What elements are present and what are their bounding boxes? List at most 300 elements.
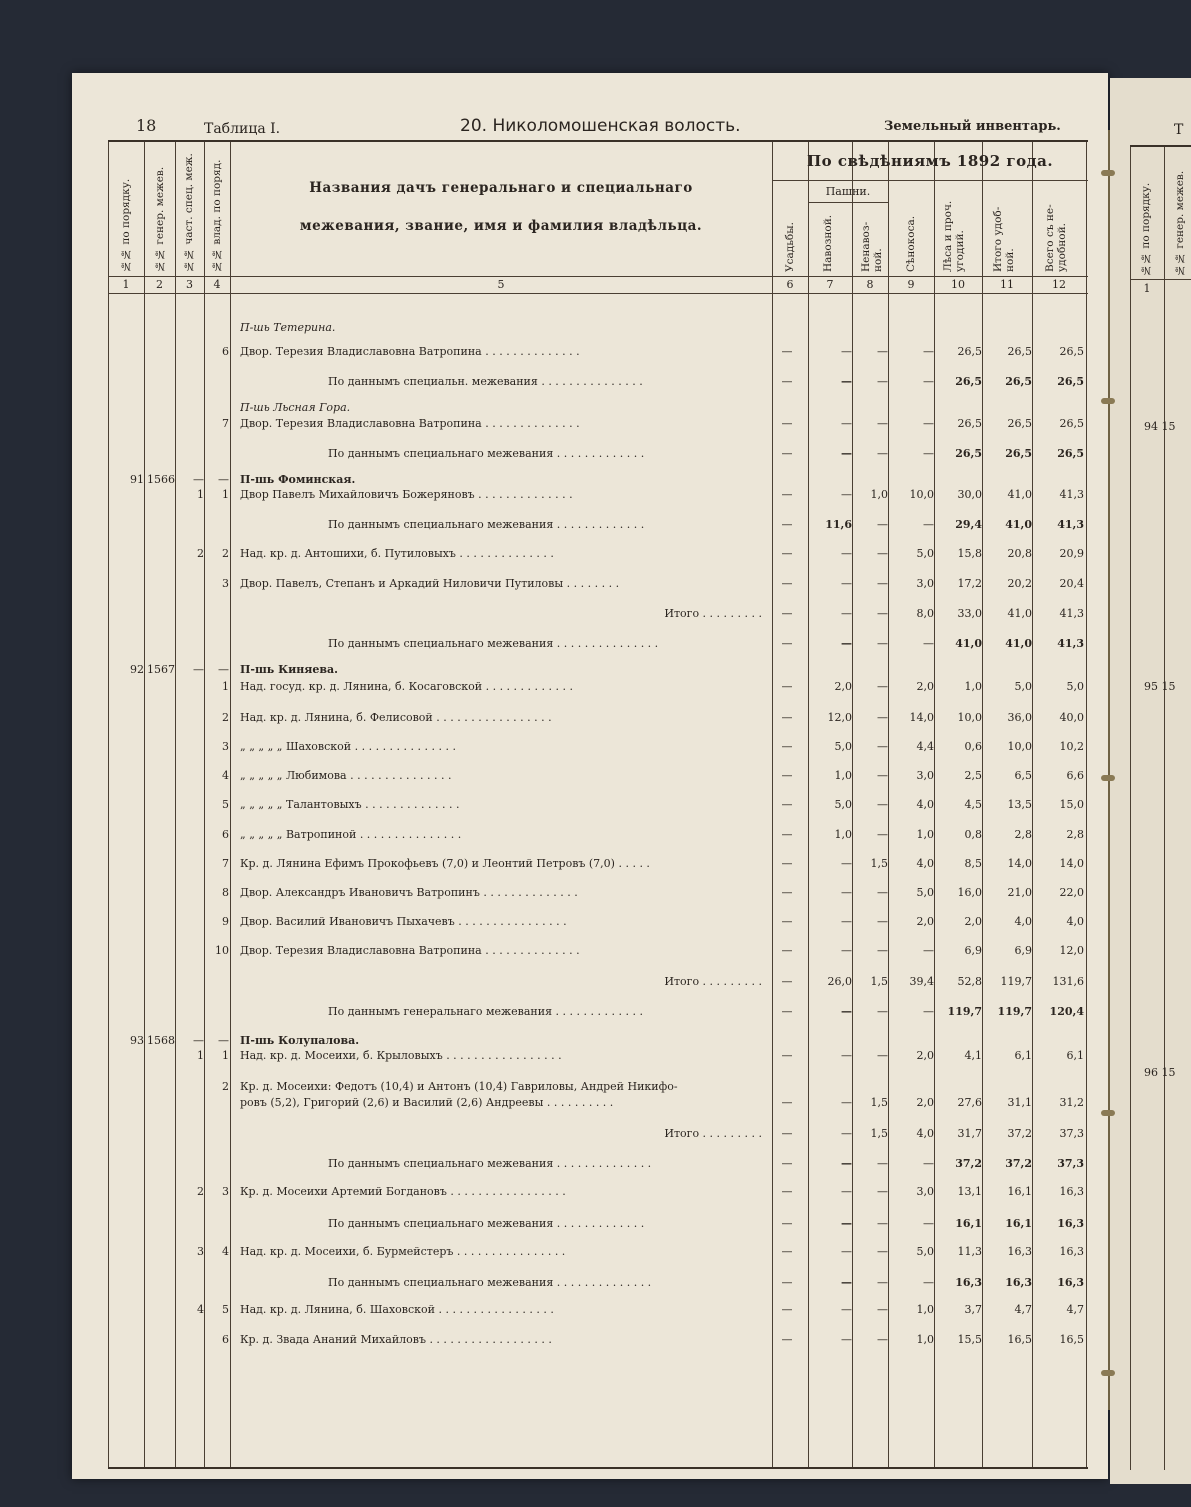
- cell-v6: —: [781, 417, 793, 430]
- table-row: [108, 344, 1088, 360]
- cell-v10: 37,2: [955, 1157, 982, 1170]
- table-row: [108, 320, 1088, 336]
- cell-v9: —: [923, 345, 934, 358]
- volost-title: 20. Николомошенская волость.: [460, 116, 741, 136]
- header-rule: [1130, 145, 1191, 147]
- cell-v11: 21,0: [1007, 886, 1032, 899]
- cell-c3: 2: [197, 1185, 204, 1198]
- col-header-title-line1: Названия дачъ генеральнаго и специальнаго: [309, 180, 693, 196]
- cell-v10: 15,8: [957, 547, 982, 560]
- cell-v8: —: [877, 886, 888, 899]
- page-number: 18: [136, 116, 157, 135]
- cell-v9: 1,0: [916, 1303, 934, 1316]
- cell-v10: 15,5: [957, 1333, 982, 1346]
- next-col-header-general: №№ генер. межев.: [1174, 170, 1186, 276]
- cell-v8: —: [877, 447, 888, 460]
- cell-v12: 10,2: [1059, 740, 1084, 753]
- cell-v11: 16,1: [1005, 1217, 1032, 1230]
- cell-description: Двор. Терезия Владиславовна Ватропина . . . . . . . . . . . . . .: [240, 345, 580, 358]
- cell-v10: 33,0: [957, 607, 982, 620]
- cell-v8: —: [877, 798, 888, 811]
- cell-v10: 3,7: [964, 1303, 982, 1316]
- next-page-header: Т: [1174, 122, 1184, 138]
- cell-v7: —: [841, 1096, 852, 1109]
- cell-v8: 1,5: [870, 857, 888, 870]
- cell-c4: 6: [222, 345, 229, 358]
- cell-c1: 92: [130, 663, 144, 676]
- cell-v9: —: [923, 375, 934, 388]
- cell-v7: —: [841, 886, 852, 899]
- cell-v7: —: [841, 1005, 852, 1018]
- cell-v8: —: [877, 345, 888, 358]
- cell-v12: 4,7: [1066, 1303, 1084, 1316]
- cell-c4: —: [218, 1034, 229, 1047]
- table-row: [108, 768, 1088, 784]
- table-row: [108, 1184, 1088, 1200]
- cell-description: Двор. Павелъ, Степанъ и Аркадий Ниловичи Путиловы . . . . . . . .: [240, 577, 620, 590]
- cell-v9: —: [923, 1005, 934, 1018]
- cell-v7: 1,0: [834, 769, 852, 782]
- binding-knot: [1101, 775, 1115, 781]
- cell-v7: —: [841, 375, 852, 388]
- cell-v11: 2,8: [1014, 828, 1032, 841]
- cell-description: „ „ „ „ „ Шаховской . . . . . . . . . . . . . . .: [240, 740, 456, 753]
- cell-v8: 1,5: [870, 1127, 888, 1140]
- cell-description: Двор. Терезия Владиславовна Ватропина . . . . . . . . . . . . . .: [240, 417, 580, 430]
- table-row: [108, 472, 1088, 488]
- cell-description: П-шь Киняева.: [240, 663, 339, 676]
- next-row-number: 95 15: [1144, 680, 1176, 693]
- cell-description: П-шь Колупалова.: [240, 1034, 360, 1047]
- cell-v6: —: [781, 518, 793, 531]
- cell-c4: 1: [222, 680, 229, 693]
- cell-v9: 2,0: [916, 1049, 934, 1062]
- cell-description: По даннымъ специальнаго межевания . . . . . . . . . . . . . .: [328, 1276, 652, 1289]
- ledger-page: [72, 73, 1108, 1479]
- cell-c4: 8: [222, 886, 229, 899]
- cell-v9: 5,0: [916, 886, 934, 899]
- table-row: [108, 487, 1088, 503]
- cell-v9: —: [923, 637, 934, 650]
- cell-v8: —: [877, 375, 888, 388]
- cell-v12: 16,3: [1057, 1217, 1084, 1230]
- table-row: [108, 374, 1088, 390]
- binding-thread: [1101, 130, 1117, 1410]
- cell-v8: 1,5: [870, 1096, 888, 1109]
- cell-v12: 26,5: [1059, 345, 1084, 358]
- cell-v9: —: [923, 1157, 934, 1170]
- table-row: [108, 856, 1088, 872]
- cell-v6: —: [781, 886, 793, 899]
- col-header-vsego: Всего съ не-удобной.: [1044, 204, 1068, 272]
- cell-v12: 31,2: [1059, 1096, 1084, 1109]
- cell-v12: 20,9: [1059, 547, 1084, 560]
- cell-v12: 2,8: [1066, 828, 1084, 841]
- cell-v11: 41,0: [1007, 488, 1032, 501]
- cell-v12: 14,0: [1059, 857, 1084, 870]
- cell-v12: 37,3: [1059, 1127, 1084, 1140]
- cell-c4: 1: [222, 1049, 229, 1062]
- cell-v11: 6,9: [1014, 944, 1032, 957]
- cell-v7: —: [841, 944, 852, 957]
- cell-v6: —: [781, 637, 793, 650]
- cell-description: Над. кр. д. Мосеихи, б. Бурмейстеръ . . . . . . . . . . . . . . . .: [240, 1245, 566, 1258]
- cell-v8: —: [877, 1185, 888, 1198]
- cell-v7: —: [841, 1333, 852, 1346]
- cell-c4: 4: [222, 769, 229, 782]
- cell-v6: —: [781, 1333, 793, 1346]
- cell-v8: —: [877, 1245, 888, 1258]
- header-rule: [108, 293, 1088, 294]
- cell-v6: —: [781, 1185, 793, 1198]
- cell-v11: 6,1: [1014, 1049, 1032, 1062]
- cell-v9: —: [923, 447, 934, 460]
- cell-v12: 6,6: [1066, 769, 1084, 782]
- table-row: [108, 1004, 1088, 1020]
- cell-v8: —: [877, 1157, 888, 1170]
- cell-v6: —: [781, 1157, 793, 1170]
- table-row: [108, 1048, 1088, 1064]
- binding-knot: [1101, 170, 1115, 176]
- cell-c3: 1: [197, 488, 204, 501]
- cell-description: Итого . . . . . . . . .: [664, 1127, 762, 1140]
- cell-v9: 2,0: [916, 1096, 934, 1109]
- cell-c2: 1566: [147, 473, 175, 486]
- cell-v10: 0,6: [964, 740, 982, 753]
- table-row: [108, 1244, 1088, 1260]
- cell-v12: 37,3: [1057, 1157, 1084, 1170]
- header-rule: [808, 202, 888, 203]
- adjacent-page-edge: [1110, 78, 1191, 1484]
- col-number: 11: [1000, 278, 1014, 291]
- cell-v6: —: [781, 1303, 793, 1316]
- cell-v12: 12,0: [1059, 944, 1084, 957]
- cell-v11: 20,8: [1007, 547, 1032, 560]
- cell-v10: 16,1: [955, 1217, 982, 1230]
- cell-v11: 36,0: [1007, 711, 1032, 724]
- cell-v11: 26,5: [1007, 417, 1032, 430]
- cell-v7: —: [841, 857, 852, 870]
- col-number: 6: [786, 278, 794, 291]
- cell-description: ровъ (5,2), Григорий (2,6) и Василий (2,6) Андреевы . . . . . . . . . .: [240, 1096, 614, 1109]
- table-row: [108, 1079, 1088, 1095]
- cell-v9: —: [923, 1276, 934, 1289]
- cell-v10: 41,0: [955, 637, 982, 650]
- cell-v9: —: [923, 1217, 934, 1230]
- cell-v12: 16,3: [1059, 1185, 1084, 1198]
- cell-description: Двор. Василий Ивановичъ Пыхачевъ . . . . . . . . . . . . . . . .: [240, 915, 567, 928]
- col-header-owner: №№ влад. по поряд.: [211, 159, 223, 272]
- col-header-title-line2: межевания, звание, имя и фамилия владѣльца.: [299, 218, 703, 234]
- cell-v12: 5,0: [1066, 680, 1084, 693]
- cell-v9: 8,0: [916, 607, 934, 620]
- cell-v8: —: [877, 1217, 888, 1230]
- cell-v7: —: [841, 547, 852, 560]
- cell-v7: 12,0: [827, 711, 852, 724]
- cell-v6: —: [781, 345, 793, 358]
- cell-v11: 31,1: [1007, 1096, 1032, 1109]
- table-label: Таблица I.: [204, 121, 281, 137]
- cell-v8: 1,0: [870, 488, 888, 501]
- cell-v8: —: [877, 417, 888, 430]
- cell-v12: 120,4: [1049, 1005, 1084, 1018]
- cell-v7: 11,6: [825, 518, 852, 531]
- col-number: 8: [866, 278, 874, 291]
- cell-c4: 5: [222, 1303, 229, 1316]
- cell-v8: —: [877, 637, 888, 650]
- cell-v10: 119,7: [947, 1005, 982, 1018]
- binding-knot: [1101, 398, 1115, 404]
- cell-v6: —: [781, 857, 793, 870]
- cell-v7: —: [841, 1127, 852, 1140]
- cell-v6: —: [781, 975, 793, 988]
- cell-description: Итого . . . . . . . . .: [664, 607, 762, 620]
- cell-description: „ „ „ „ „ Любимова . . . . . . . . . . . . . . .: [240, 769, 452, 782]
- col-number: 7: [826, 278, 834, 291]
- table-row: [108, 400, 1088, 416]
- cell-v11: 26,5: [1007, 345, 1032, 358]
- cell-v8: —: [877, 518, 888, 531]
- cell-v6: —: [781, 1127, 793, 1140]
- col-number: 10: [951, 278, 965, 291]
- cell-v10: 16,0: [957, 886, 982, 899]
- cell-description: По даннымъ специальнаго межевания . . . . . . . . . . . . .: [328, 518, 645, 531]
- table-row: [108, 885, 1088, 901]
- cell-v7: —: [841, 637, 852, 650]
- cell-v7: —: [841, 488, 852, 501]
- cell-v11: 119,7: [1000, 975, 1032, 988]
- cell-description: Двор. Терезия Владиславовна Ватропина . . . . . . . . . . . . . .: [240, 944, 580, 957]
- table-row: [108, 446, 1088, 462]
- cell-v12: 16,3: [1059, 1245, 1084, 1258]
- cell-v9: 2,0: [916, 680, 934, 693]
- cell-c3: —: [193, 1034, 204, 1047]
- binding-wire: [1108, 130, 1110, 1410]
- cell-v12: 26,5: [1057, 375, 1084, 388]
- cell-description: „ „ „ „ „ Талантовыхъ . . . . . . . . . . . . . .: [240, 798, 460, 811]
- cell-v12: 22,0: [1059, 886, 1084, 899]
- binding-knot: [1101, 1370, 1115, 1376]
- cell-v10: 29,4: [955, 518, 982, 531]
- cell-description: Над. кр. д. Лянина, б. Фелисовой . . . . . . . . . . . . . . . . .: [240, 711, 552, 724]
- cell-c3: 4: [197, 1303, 204, 1316]
- cell-v11: 26,5: [1005, 447, 1032, 460]
- cell-v6: —: [781, 1096, 793, 1109]
- cell-v9: 5,0: [916, 1245, 934, 1258]
- cell-v12: 26,5: [1059, 417, 1084, 430]
- cell-v6: —: [781, 769, 793, 782]
- col-header-navoznoy: Навозной.: [822, 214, 834, 272]
- cell-c1: 93: [130, 1034, 144, 1047]
- cell-v11: 26,5: [1005, 375, 1032, 388]
- col-header-senokosa: Сѣнокоса.: [905, 215, 917, 272]
- next-col-header-order: №№ по порядку.: [1140, 182, 1152, 276]
- cell-v6: —: [781, 798, 793, 811]
- cell-v8: 1,5: [870, 975, 888, 988]
- cell-c4: 6: [222, 1333, 229, 1346]
- cell-v12: 26,5: [1057, 447, 1084, 460]
- table-row: [108, 943, 1088, 959]
- cell-v11: 4,0: [1014, 915, 1032, 928]
- table-row: [108, 1033, 1088, 1049]
- cell-v10: 1,0: [964, 680, 982, 693]
- cell-description: По даннымъ генеральнаго межевания . . . . . . . . . . . . .: [328, 1005, 643, 1018]
- cell-v8: —: [877, 1049, 888, 1062]
- cell-v6: —: [781, 577, 793, 590]
- cell-v10: 2,0: [964, 915, 982, 928]
- cell-v12: 41,3: [1059, 607, 1084, 620]
- cell-v11: 16,3: [1005, 1276, 1032, 1289]
- cell-v9: —: [923, 417, 934, 430]
- cell-v11: 41,0: [1007, 607, 1032, 620]
- land-inventory-table: [108, 140, 1088, 1469]
- table-row: [108, 416, 1088, 432]
- cell-v6: —: [781, 447, 793, 460]
- cell-v8: —: [877, 915, 888, 928]
- cell-v6: —: [781, 547, 793, 560]
- cell-v7: 2,0: [834, 680, 852, 693]
- cell-v8: —: [877, 547, 888, 560]
- col-number: 12: [1052, 278, 1066, 291]
- cell-v11: 37,2: [1007, 1127, 1032, 1140]
- cell-v9: 5,0: [916, 547, 934, 560]
- cell-v6: —: [781, 680, 793, 693]
- cell-v6: —: [781, 1217, 793, 1230]
- cell-v10: 30,0: [957, 488, 982, 501]
- cell-v7: —: [841, 1217, 852, 1230]
- cell-description: Над. кр. д. Лянина, б. Шаховской . . . . . . . . . . . . . . . . .: [240, 1303, 554, 1316]
- cell-v7: —: [841, 607, 852, 620]
- next-row-number: 94 15: [1144, 420, 1176, 433]
- table-row: [108, 1156, 1088, 1172]
- cell-v11: 16,5: [1007, 1333, 1032, 1346]
- inventory-label: Земельный инвентарь.: [884, 119, 1061, 134]
- cell-v10: 11,3: [957, 1245, 982, 1258]
- cell-v10: 27,6: [957, 1096, 982, 1109]
- cell-description: По даннымъ специальнаго межевания . . . . . . . . . . . . .: [328, 447, 645, 460]
- table-row: [108, 1332, 1088, 1348]
- cell-v11: 13,5: [1007, 798, 1032, 811]
- column-rule: [1164, 145, 1165, 1470]
- cell-c2: 1567: [147, 663, 175, 676]
- cell-c4: 1: [222, 488, 229, 501]
- col-header-usadby: Усадьбы.: [784, 222, 796, 272]
- next-col-number: 1: [1143, 282, 1151, 295]
- cell-c3: —: [193, 663, 204, 676]
- cell-v9: 10,0: [909, 488, 934, 501]
- cell-v10: 8,5: [964, 857, 982, 870]
- cell-c4: —: [218, 473, 229, 486]
- cell-v9: 3,0: [916, 769, 934, 782]
- cell-c4: 9: [222, 915, 229, 928]
- cell-v11: 10,0: [1007, 740, 1032, 753]
- cell-v11: 20,2: [1007, 577, 1032, 590]
- cell-description: Итого . . . . . . . . .: [664, 975, 762, 988]
- cell-description: П-шь Льсная Гора.: [240, 401, 351, 414]
- cell-c4: 4: [222, 1245, 229, 1258]
- cell-v10: 26,5: [957, 417, 982, 430]
- table-row: [108, 1126, 1088, 1142]
- cell-v8: —: [877, 740, 888, 753]
- cell-description: Кр. д. Звада Ананий Михайловъ . . . . . . . . . . . . . . . . . .: [240, 1333, 552, 1346]
- col-header-general: №№ генер. межев.: [154, 166, 166, 272]
- cell-v11: 41,0: [1005, 637, 1032, 650]
- cell-v12: 41,3: [1059, 488, 1084, 501]
- cell-v7: 5,0: [834, 740, 852, 753]
- cell-v10: 4,5: [964, 798, 982, 811]
- cell-v11: 6,5: [1014, 769, 1032, 782]
- cell-v6: —: [781, 740, 793, 753]
- cell-v11: 16,1: [1007, 1185, 1032, 1198]
- cell-v8: —: [877, 711, 888, 724]
- cell-v6: —: [781, 488, 793, 501]
- cell-v10: 0,8: [964, 828, 982, 841]
- cell-v11: 5,0: [1014, 680, 1032, 693]
- cell-description: Над. кр. д. Мосеихи, б. Крыловыхъ . . . . . . . . . . . . . . . . .: [240, 1049, 562, 1062]
- cell-description: Двор. Александръ Ивановичъ Ватропинъ . . . . . . . . . . . . . .: [240, 886, 578, 899]
- table-row: [108, 662, 1088, 678]
- cell-v7: 5,0: [834, 798, 852, 811]
- cell-description: „ „ „ „ „ Ватропиной . . . . . . . . . . . . . . .: [240, 828, 462, 841]
- cell-v12: 131,6: [1052, 975, 1084, 988]
- cell-v6: —: [781, 828, 793, 841]
- cell-v7: —: [841, 1245, 852, 1258]
- cell-v9: 1,0: [916, 1333, 934, 1346]
- col-header-order: №№ по порядку.: [120, 178, 132, 272]
- cell-v6: —: [781, 944, 793, 957]
- cell-v8: —: [877, 680, 888, 693]
- cell-c4: 3: [222, 740, 229, 753]
- table-row: [108, 1095, 1088, 1111]
- cell-v9: 39,4: [909, 975, 934, 988]
- cell-c3: 3: [197, 1245, 204, 1258]
- cell-description: П-шь Фоминская.: [240, 473, 356, 486]
- col-number: 4: [213, 278, 221, 291]
- cell-c4: 7: [222, 417, 229, 430]
- header-rule: [1130, 279, 1191, 280]
- col-header-lesa: Лѣса и проч. угодий.: [942, 200, 966, 272]
- cell-c4: 5: [222, 798, 229, 811]
- cell-c4: 7: [222, 857, 229, 870]
- cell-v10: 52,8: [957, 975, 982, 988]
- col-number: 9: [907, 278, 915, 291]
- col-number: 1: [122, 278, 130, 291]
- cell-c4: 2: [222, 547, 229, 560]
- cell-v12: 41,3: [1057, 518, 1084, 531]
- cell-v9: 4,4: [916, 740, 934, 753]
- cell-v7: —: [841, 345, 852, 358]
- header-rule: [108, 276, 1088, 277]
- cell-v8: —: [877, 1303, 888, 1316]
- cell-v7: —: [841, 447, 852, 460]
- col-number: 2: [156, 278, 163, 291]
- col-header-nenavoznoy: Ненавоз-ной.: [860, 221, 884, 272]
- cell-description: Кр. д. Мосеихи: Федотъ (10,4) и Антонъ (10,4) Гавриловы, Андрей Никифо-: [240, 1080, 678, 1093]
- cell-v7: —: [841, 417, 852, 430]
- cell-v10: 31,7: [957, 1127, 982, 1140]
- next-row-number: 96 15: [1144, 1066, 1176, 1079]
- cell-c4: 3: [222, 1185, 229, 1198]
- binding-knot: [1101, 1110, 1115, 1116]
- cell-v6: —: [781, 1005, 793, 1018]
- cell-v11: 14,0: [1007, 857, 1032, 870]
- col-number: 5: [497, 278, 505, 291]
- cell-v6: —: [781, 1049, 793, 1062]
- table-row: [108, 914, 1088, 930]
- cell-v12: 15,0: [1059, 798, 1084, 811]
- cell-v7: —: [841, 915, 852, 928]
- cell-v12: 16,5: [1059, 1333, 1084, 1346]
